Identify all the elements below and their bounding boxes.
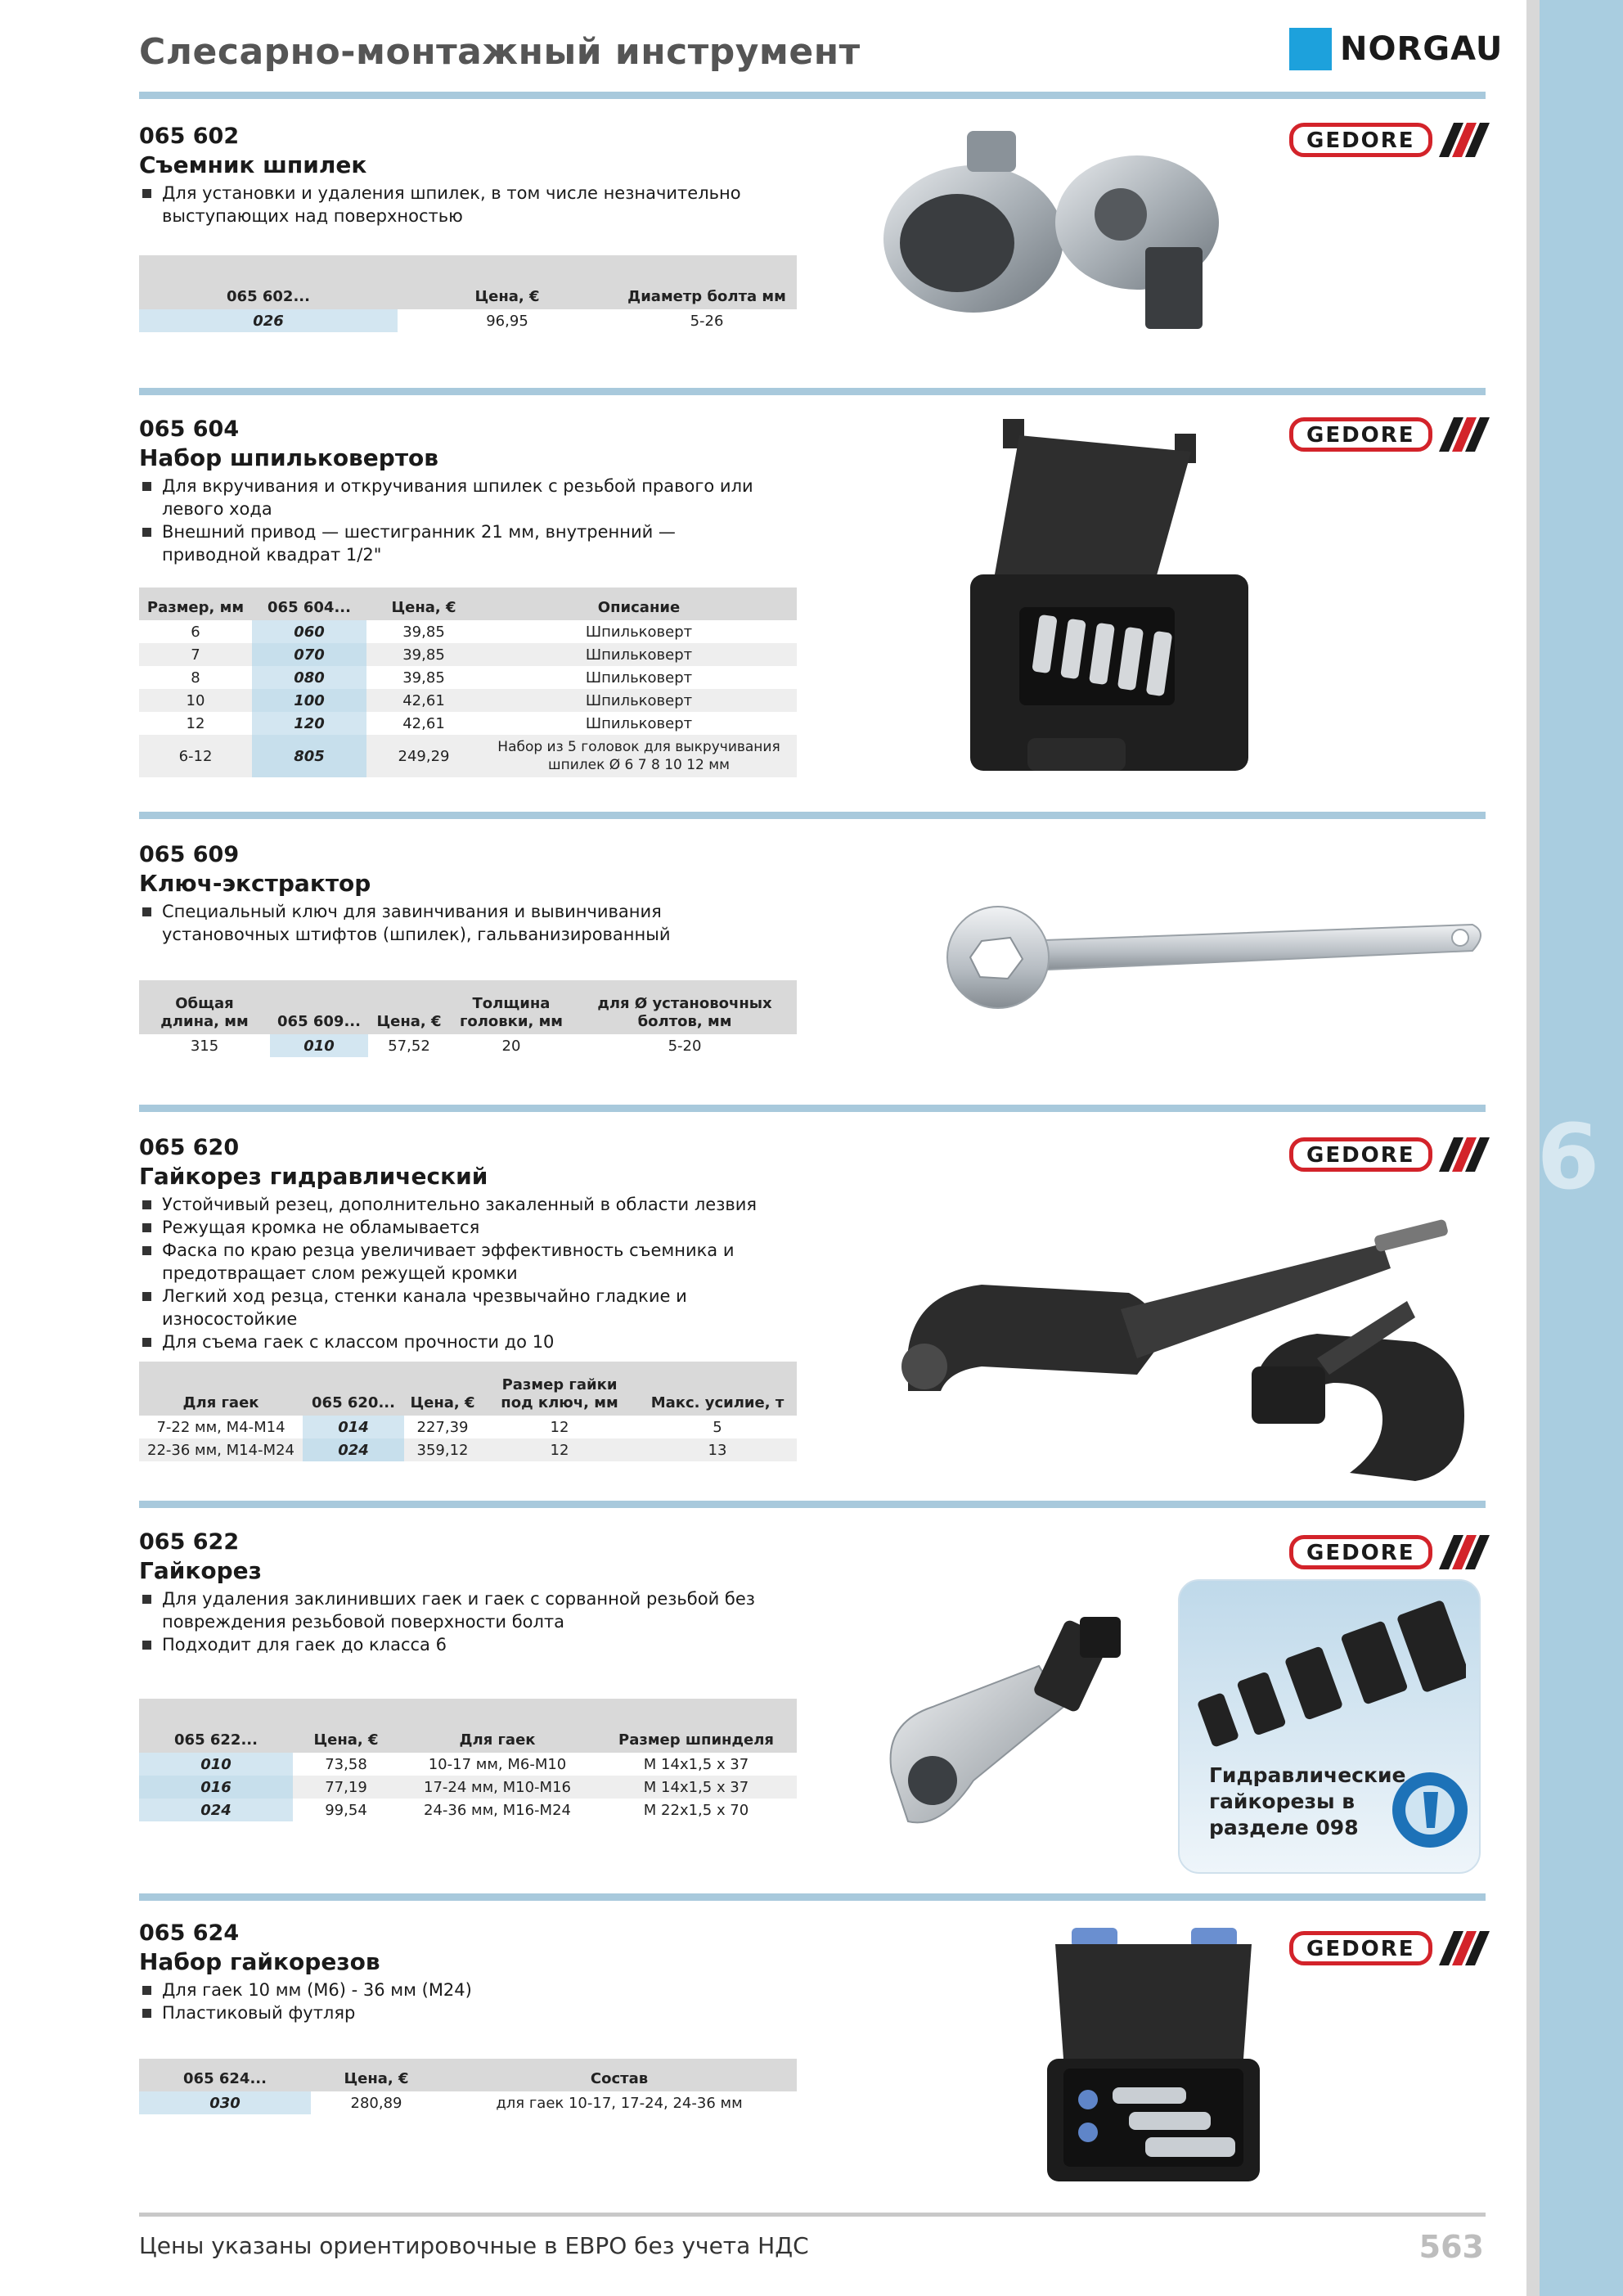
table-row (139, 2091, 797, 2114)
product-code: 065 602 (139, 124, 240, 149)
order-number-cell: 016 (139, 1776, 293, 1799)
table-header: 065 609... (270, 980, 368, 1034)
table-row (139, 712, 797, 735)
page-number: 563 (1418, 2229, 1484, 2265)
spec-table-065-602 (139, 255, 797, 332)
order-number-cell: 060 (252, 620, 366, 643)
gedore-logo (1289, 1535, 1491, 1569)
promo-text: Гидравлические гайкорезы в разделе 098 (1209, 1763, 1406, 1839)
order-number-cell: 024 (303, 1438, 404, 1461)
table-cell: 6 (191, 623, 200, 641)
table-cell: 77,19 (293, 1776, 399, 1799)
table-cell: 7 (139, 643, 252, 666)
table-row (139, 643, 797, 666)
table-header: Цена, € (293, 1699, 399, 1753)
section-divider (139, 388, 1486, 395)
feature-item: Устойчивый резец, дополнительно закаленный в области лезвия (139, 1193, 761, 1216)
spec-table-065-622 (139, 1699, 797, 1821)
table-row (139, 1034, 797, 1057)
product-name: Набор гайкорезов (139, 1948, 380, 1975)
price-note: Цены указаны ориентировочные в ЕВРО без учета НДС (139, 2232, 809, 2259)
spec-table-065-609 (139, 980, 797, 1057)
gedore-logo (1289, 123, 1491, 157)
section-divider (139, 1893, 1486, 1901)
table-cell: 8 (191, 669, 200, 687)
table-header: Цена, € (368, 980, 450, 1034)
order-number-cell: 026 (139, 309, 398, 332)
table-header: Для гаек (139, 1362, 303, 1416)
table-row (139, 1776, 797, 1799)
order-number-cell: 024 (139, 1799, 293, 1821)
feature-item: Для гаек 10 мм (M6) - 36 мм (M24) (139, 1979, 761, 2001)
table-cell: 227,39 (416, 1418, 469, 1436)
table-header: Размер гайки под ключ, мм (481, 1362, 638, 1416)
table-header: 065 602... (139, 255, 398, 309)
table-cell: для гаек 10-17, 17-24, 24-36 мм (496, 2094, 743, 2112)
stud-driver-set-case-image (970, 419, 1306, 795)
table-cell: 24-36 мм, M16-M24 (424, 1801, 571, 1819)
order-number-cell: 010 (139, 1753, 293, 1776)
table-cell: M 14x1,5 x 37 (596, 1776, 797, 1799)
hydraulic-nut-splitter-image (892, 1203, 1481, 1497)
table-header: Размер, мм (139, 588, 252, 620)
order-number-cell: 010 (270, 1034, 368, 1057)
table-cell: 13 (638, 1438, 797, 1461)
table-row (139, 1438, 797, 1461)
table-cell: 359,12 (404, 1438, 481, 1461)
page-title: Слесарно-монтажный инструмент (139, 31, 861, 73)
table-cell: 17-24 мм, M10-M16 (399, 1776, 596, 1799)
product-name: Гайкорез гидравлический (139, 1163, 488, 1190)
product-name: Набор шпильковертов (139, 444, 438, 471)
table-cell: 5-26 (690, 312, 724, 330)
table-header: Диаметр болта мм (617, 255, 797, 309)
gedore-logo (1289, 1137, 1491, 1172)
table-header: Цена, € (366, 588, 481, 620)
feature-list (139, 1979, 1486, 2024)
table-header: для Ø установочных болтов, мм (573, 980, 797, 1034)
nut-splitter-image (875, 1617, 1137, 1846)
gedore-stripes-icon (1439, 1535, 1491, 1569)
nut-splitter-set-case-image (1047, 1928, 1260, 2190)
feature-item: Для съема гаек с классом прочности до 10 (139, 1330, 761, 1353)
table-cell: Набор из 5 головок для выкручивания шпилек Ø 6 7 8 10 12 мм (481, 735, 797, 777)
chapter-098-icon (1389, 1769, 1471, 1851)
feature-item: Фаска по краю резца увеличивает эффективность съемника и предотвращает слом режущей кромки (139, 1239, 761, 1285)
table-row (139, 1753, 797, 1776)
order-number-cell: 100 (252, 689, 366, 712)
hydraulic-splitters-image (1196, 1597, 1466, 1761)
table-cell: Шпильковерт (585, 714, 693, 732)
table-cell: 42,61 (402, 714, 445, 732)
order-number-cell: 014 (303, 1416, 404, 1438)
stud-remover-image (875, 124, 1235, 344)
table-cell: 5-20 (668, 1037, 702, 1055)
section-divider (139, 92, 1486, 99)
table-row (139, 1416, 797, 1438)
feature-item: Режущая кромка не обламывается (139, 1216, 761, 1239)
order-number-cell: 030 (139, 2091, 311, 2114)
hydraulic-splitters-promo[interactable] (1178, 1579, 1481, 1874)
table-cell: 57,52 (388, 1037, 430, 1055)
spec-table-065-604 (139, 588, 797, 777)
norgau-logo-text: NORGAU (1340, 30, 1504, 68)
table-header: 065 620... (303, 1362, 404, 1416)
table-row (139, 689, 797, 712)
table-cell: 39,85 (402, 623, 445, 641)
table-header: Толщина головки, мм (450, 980, 573, 1034)
product-code: 065 622 (139, 1529, 240, 1555)
table-row (139, 309, 797, 332)
gedore-logo-text: GEDORE (1289, 123, 1432, 157)
table-cell: 249,29 (366, 735, 481, 777)
table-cell: Шпильковерт (481, 643, 797, 666)
gedore-stripes-icon (1439, 123, 1491, 157)
gedore-logo-text: GEDORE (1289, 1535, 1432, 1569)
norgau-logo-square (1289, 28, 1332, 70)
table-cell: 12 (186, 714, 205, 732)
table-cell: 96,95 (486, 312, 528, 330)
order-number-cell: 070 (252, 643, 366, 666)
table-cell: 99,54 (325, 1801, 367, 1819)
gedore-stripes-icon (1439, 1137, 1491, 1172)
feature-item: Специальный ключ для завинчивания и вывинчивания установочных штифтов (шпилек), гальванизированный (139, 900, 761, 946)
table-cell: 39,85 (366, 643, 481, 666)
feature-item: Легкий ход резца, стенки канала чрезвычайно гладкие и износостойкие (139, 1285, 761, 1330)
feature-item: Подходит для гаек до класса 6 (139, 1633, 761, 1656)
table-cell: 42,61 (366, 689, 481, 712)
section-divider (139, 1105, 1486, 1112)
table-cell: 22-36 мм, M14-M24 (139, 1438, 303, 1461)
product-code: 065 609 (139, 842, 240, 867)
table-header: Состав (442, 2059, 797, 2091)
table-cell: 6-12 (139, 735, 252, 777)
table-cell: Шпильковерт (481, 689, 797, 712)
table-header: 065 604... (252, 588, 366, 620)
section-divider (139, 1501, 1486, 1508)
gedore-logo-text: GEDORE (1289, 417, 1432, 452)
table-header: 065 622... (139, 1699, 293, 1753)
extractor-wrench-image (933, 892, 1489, 1015)
gedore-logo-text: GEDORE (1289, 1137, 1432, 1172)
order-number-cell: 805 (252, 735, 366, 777)
table-row (139, 1799, 797, 1821)
spec-table-065-624 (139, 2059, 797, 2114)
footer-divider (139, 2213, 1486, 2217)
table-header: Цена, € (398, 255, 617, 309)
chapter-number: 6 (1536, 1105, 1600, 1209)
norgau-logo (1289, 28, 1503, 70)
feature-list (139, 182, 1486, 227)
table-row (139, 620, 797, 643)
table-header: Макс. усилие, т (638, 1362, 797, 1416)
product-name: Съемник шпилек (139, 151, 367, 178)
order-number-cell: 080 (252, 666, 366, 689)
table-header: Цена, € (311, 2059, 442, 2091)
feature-item: Для вкручивания и откручивания шпилек с резьбой правого или левого хода (139, 475, 761, 520)
table-row (139, 666, 797, 689)
product-065-602 (139, 123, 1486, 227)
gedore-logo (1289, 417, 1491, 452)
table-cell: 315 (190, 1037, 219, 1055)
table-cell: M 22x1,5 x 70 (643, 1801, 749, 1819)
spec-table-065-620 (139, 1362, 797, 1461)
product-code: 065 604 (139, 416, 240, 442)
table-header: Описание (481, 588, 797, 620)
table-cell: 20 (501, 1037, 521, 1055)
section-divider (139, 812, 1486, 819)
table-cell: 73,58 (325, 1755, 367, 1773)
gedore-logo-text: GEDORE (1289, 1931, 1432, 1965)
product-name: Гайкорез (139, 1557, 262, 1584)
table-cell: Шпильковерт (585, 669, 693, 687)
gedore-logo (1289, 1931, 1491, 1965)
feature-item: Пластиковый футляр (139, 2001, 761, 2024)
product-code: 065 620 (139, 1135, 240, 1160)
table-cell: 12 (481, 1438, 638, 1461)
table-header: Цена, € (404, 1362, 481, 1416)
order-number-cell: 120 (252, 712, 366, 735)
table-cell: 7-22 мм, M4-M14 (156, 1418, 285, 1436)
feature-item: Внешний привод — шестигранник 21 мм, внутренний — приводной квадрат 1/2" (139, 520, 761, 566)
table-cell: 10-17 мм, M6-M10 (428, 1755, 567, 1773)
product-name: Ключ-экстрактор (139, 870, 371, 897)
table-header: Для гаек (399, 1699, 596, 1753)
feature-item: Для установки и удаления шпилек, в том числе незначительно выступающих над поверхностью (139, 182, 761, 227)
table-cell: 12 (550, 1418, 569, 1436)
gedore-stripes-icon (1439, 417, 1491, 452)
table-cell: 39,85 (402, 669, 445, 687)
table-cell: 10 (139, 689, 252, 712)
gedore-stripes-icon (1439, 1931, 1491, 1965)
table-cell: M 14x1,5 x 37 (643, 1755, 749, 1773)
table-header: Общая длина, мм (139, 980, 270, 1034)
table-header: Размер шпинделя (596, 1699, 797, 1753)
table-cell: 280,89 (350, 2094, 402, 2112)
product-code: 065 624 (139, 1920, 240, 1946)
feature-item: Для удаления заклинивших гаек и гаек с сорванной резьбой без повреждения резьбовой поверхности болта (139, 1587, 761, 1633)
table-row (139, 735, 797, 777)
table-cell: Шпильковерт (585, 623, 693, 641)
table-cell: 5 (713, 1418, 722, 1436)
table-header: 065 624... (139, 2059, 311, 2091)
product-065-624 (139, 1920, 1486, 2024)
